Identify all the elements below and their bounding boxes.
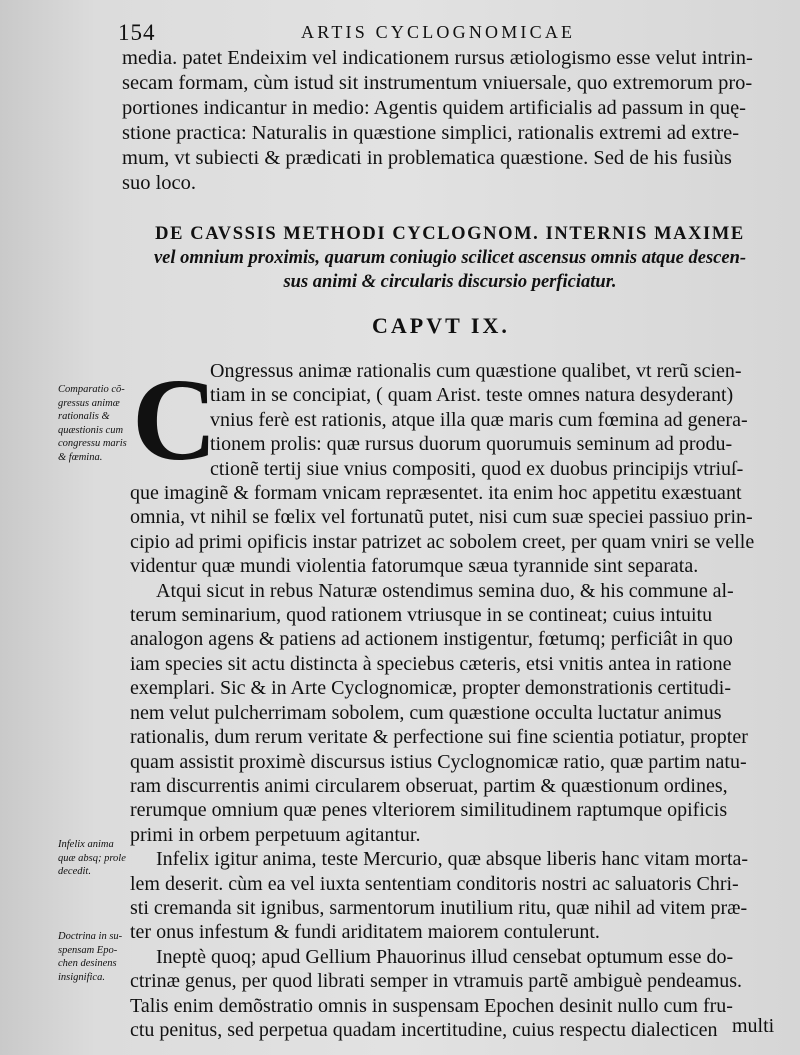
section-heading [130,222,770,294]
text-line: omnia, vt nihil se fœlix vel fortunatũ putet, nisi cum suæ speciei passiuo prin- [130,506,753,529]
text-line: analogon agens & patiens ad actionem instigentur, fœtumq; perficiât in quo [130,628,733,651]
text-line: que imaginẽ & formam vnicam repræsentet. ita enim hoc appetitu exæstuant [130,482,742,505]
text-line: media. patet Endeixim vel indicationem rursus ætiologismo esse velut intrin- [122,47,753,69]
text-line: exemplari. Sic & in Arte Cyclognomicæ, propter demonstrationis certitudi- [130,677,731,700]
margin-note-line: Infelix anima [58,839,114,850]
catchword: multi [732,1015,775,1037]
text-line: rationalis, dum rerum veritate & perfectione sui fine scientia potiatur, propter [130,726,748,749]
text-line: ctionẽ tertij siue vnius compositi, quod ex duobus principijs vtriuſ- [210,457,744,480]
text-line: ctrinæ genus, per quod librati semper in vtramuis partẽ ambiguè pendeamus. [130,970,743,993]
margin-note [58,383,130,464]
text-line: mum, vt subiecti & prædicati in problematica quæstione. Sed de his fusiùs [122,147,732,169]
margin-note [58,838,130,879]
margin-note-line: insignifica. [58,971,105,983]
margin-note-line: Doctrina in su- [58,931,123,942]
margin-note-line: & fœmina. [58,451,103,463]
drop-cap: C [132,354,218,485]
margin-note-line: chen desinens [58,958,117,969]
text-line: Atqui sicut in rebus Naturæ ostendimus semina duo, & his commune al- [156,579,734,602]
margin-note-line: congressu maris [58,438,127,449]
text-line: primi in orbem perpetuum agitantur. [130,823,421,846]
text-line: videntur quæ mundi violentia fatorumque sæua tyrannide sint separata. [130,555,699,578]
text-line: cipio ad primi opificis instar patrizet ac sobolem creet, per quam vniri se velle [130,530,755,553]
margin-note-line: quæstionis cum [58,424,124,436]
text-line: terum seminarium, quod rationem vtriusque in se contineat; cuius intuitu [130,604,713,627]
text-line: rerumque omnium quæ penes vlteriorem similitudinem raptumque opificis [130,799,728,822]
section-heading-line: vel omnium proximis, quarum coniugio scilicet ascensus omnis atque descen- [153,248,747,268]
text-line: stione practica: Naturalis in quæstione simplici, rationalis extremi ad extre- [122,122,740,144]
text-line: ter onus infestum & fundi ariditatem maiorem contulerunt. [130,921,600,944]
page-header [118,18,773,48]
text-line: Talis enim demõstratio omnis in suspensam Epochen desinit nullo cum fru- [130,994,733,1017]
text-line: portiones indicantur in medio: Agentis quidem artificialis ad passum in quę- [122,97,746,119]
text-line: ram discurrentis animi circularem obseruat, partim & quæstionum ordines, [130,774,728,797]
text-line: Infelix igitur anima, teste Mercurio, quæ absque liberis hanc vitam morta- [156,848,749,871]
text-line: tiam in se concipiat, ( quam Arist. teste omnes natura desyderant) [210,384,734,407]
margin-note-line: rationalis & [58,411,110,422]
intro-paragraph [122,46,772,196]
margin-note-line: quæ absq; prole [58,852,126,864]
text-line: ctu penitus, sed perpetua quadam incertitudine, cuius respectu dialecticen [130,1018,718,1041]
section-heading-line: DE CAVSSIS METHODI CYCLOGNOM. INTERNIS MAXIME [155,224,745,244]
text-line: quam assistit proximè discursus istius Cyclognomicæ ratio, quæ partim natu- [130,750,747,773]
text-line: Ongressus animæ rationalis cum quæstione qualibet, vt rerũ scien- [210,360,742,382]
page-number: 154 [118,20,156,45]
text-line: vnius ferè est rationis, atque illa quæ maris cum fœmina ad genera- [210,408,748,431]
text-line: nem velut pulcherrimam sobolem, cum quæstione occulta luctatur animus [130,701,722,724]
margin-note-line: spensam Epo- [58,944,118,956]
body-text [130,354,770,1042]
text-line: iam species sit actu distincta à speciebus cæteris, etsi vnitis antea in ratione [130,652,732,675]
text-line: secam formam, cùm istud sit instrumentum vniuersale, quo extremorum pro- [122,72,753,94]
margin-note-line: Comparatio cõ- [58,384,125,395]
text-line: Ineptè quoq; apud Gellium Phauorinus illud censebat optumum esse do- [156,945,734,968]
text-line: suo loco. [122,172,197,194]
section-heading-line: sus animi & circularis discursio perficiatur. [283,272,617,292]
margin-note-line: decedit. [58,866,91,877]
text-line: lem deserit. cùm ea vel iuxta sententiam conditoris nostri ac saluatoris Chri- [130,872,739,895]
text-line: tionem prolis: quæ rursus duorum quorumuis seminum ad produ- [210,433,733,456]
text-line: sti cremanda sit ignibus, sarmentorum inutilium ritu, quæ nihil ad vitem præ- [130,896,748,919]
margin-note-line: gressus animæ [58,397,120,409]
chapter-title: CAPVT IX. [372,313,510,338]
margin-note [58,930,130,984]
running-head: ARTIS CYCLOGNOMICAE [301,22,576,42]
